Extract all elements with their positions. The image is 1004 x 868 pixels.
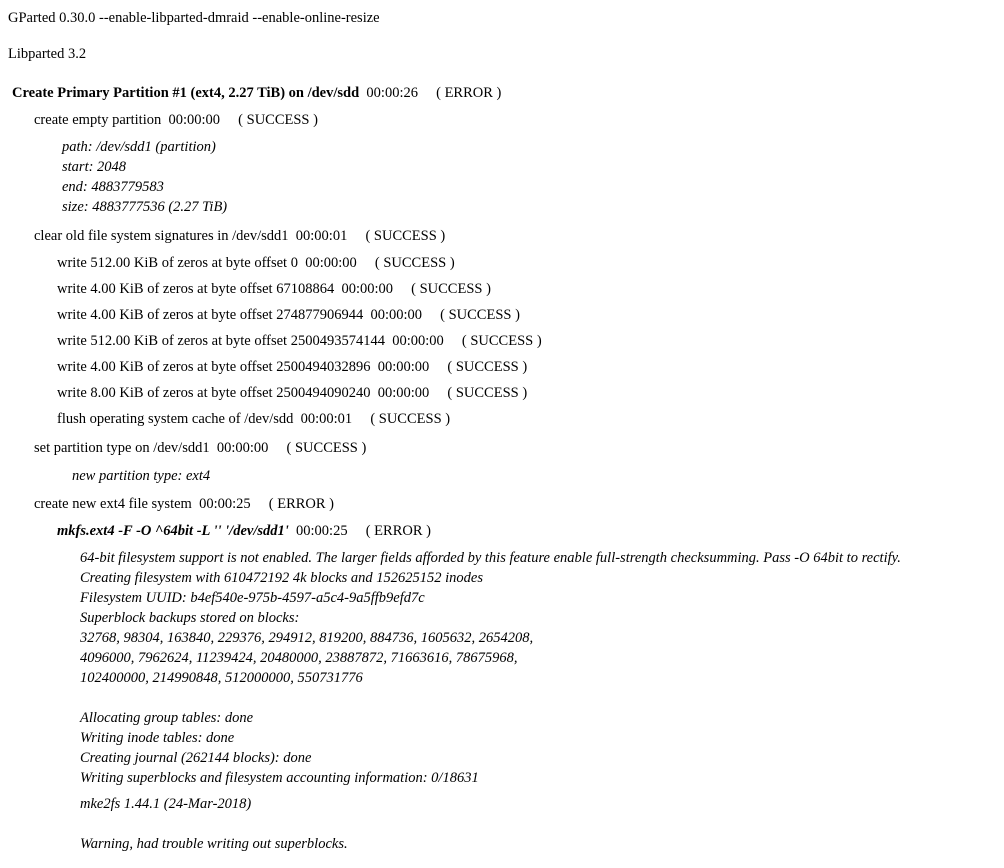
step-time: 00:00:25 bbox=[199, 496, 251, 512]
write-step bbox=[57, 357, 527, 377]
output-line: Superblock backups stored on blocks: bbox=[80, 610, 300, 626]
write-step bbox=[57, 253, 455, 273]
output-line: Writing superblocks and filesystem accounting information: 0/18631 bbox=[80, 770, 479, 786]
step-create-empty-partition bbox=[34, 110, 318, 130]
step-time: 00:00:01 bbox=[300, 411, 353, 427]
mkfs-command-line bbox=[57, 521, 431, 541]
partition-info-start: start: 2048 bbox=[62, 159, 127, 175]
operation-time: 00:00:26 bbox=[366, 85, 418, 101]
step-label: write 4.00 KiB of zeros at byte offset 274877906944 bbox=[57, 307, 364, 323]
libparted-version: Libparted 3.2 bbox=[8, 46, 87, 62]
step-time: 00:00:00 bbox=[216, 440, 269, 456]
step-status: ( SUCCESS ) bbox=[286, 440, 367, 456]
write-step bbox=[57, 383, 527, 403]
step-label: clear old file system signatures in /dev/sdd1 bbox=[34, 228, 289, 244]
step-status: ( SUCCESS ) bbox=[238, 112, 318, 128]
step-status: ( SUCCESS ) bbox=[461, 333, 542, 349]
step-label: create empty partition bbox=[34, 112, 162, 128]
step-time: 00:00:00 bbox=[168, 112, 221, 128]
operation-status: ( ERROR ) bbox=[436, 85, 502, 101]
output-line: Writing inode tables: done bbox=[80, 730, 235, 746]
step-time: 00:00:00 bbox=[370, 307, 423, 323]
mkfs-command: mkfs.ext4 -F -O ^64bit -L '' '/dev/sdd1' bbox=[57, 523, 289, 539]
output-line: Creating filesystem with 610472192 4k blocks and 152625152 inodes bbox=[80, 570, 484, 586]
output-line: Creating journal (262144 blocks): done bbox=[80, 750, 312, 766]
step-time: 00:00:00 bbox=[305, 255, 357, 271]
step-status: ( SUCCESS ) bbox=[440, 307, 520, 323]
write-step bbox=[57, 305, 520, 325]
operation-header bbox=[12, 83, 501, 103]
step-label: write 8.00 KiB of zeros at byte offset 2500494090240 bbox=[57, 385, 371, 401]
mke2fs-version: mke2fs 1.44.1 (24-Mar-2018) bbox=[80, 796, 252, 812]
step-status: ( SUCCESS ) bbox=[374, 255, 455, 271]
step-time: 00:00:00 bbox=[377, 359, 430, 375]
output-line: 32768, 98304, 163840, 229376, 294912, 819200, 884736, 1605632, 2654208, bbox=[80, 630, 534, 646]
output-line: 4096000, 7962624, 11239424, 20480000, 23887872, 71663616, 78675968, bbox=[80, 650, 518, 666]
step-time: 00:00:01 bbox=[295, 228, 348, 244]
partition-info-path: path: /dev/sdd1 (partition) bbox=[62, 139, 216, 155]
step-status: ( SUCCESS ) bbox=[370, 411, 451, 427]
output-line: Allocating group tables: done bbox=[80, 710, 254, 726]
step-label: create new ext4 file system bbox=[34, 496, 192, 512]
warning-message: Warning, had trouble writing out superblocks. bbox=[80, 836, 348, 852]
step-label: write 4.00 KiB of zeros at byte offset 2500494032896 bbox=[57, 359, 371, 375]
output-line: 102400000, 214990848, 512000000, 550731776 bbox=[80, 670, 363, 686]
step-status: ( SUCCESS ) bbox=[365, 228, 446, 244]
step-label: write 512.00 KiB of zeros at byte offset 2500493574144 bbox=[57, 333, 385, 349]
step-label: write 4.00 KiB of zeros at byte offset 67108864 bbox=[57, 281, 335, 297]
step-status: ( SUCCESS ) bbox=[447, 359, 528, 375]
flush-step bbox=[57, 409, 450, 429]
operation-title: Create Primary Partition #1 (ext4, 2.27 TiB) on /dev/sdd bbox=[12, 85, 360, 101]
output-line: 64-bit filesystem support is not enabled. The larger fields afforded by this feature enable full-strength checksumming. Pass -O 64bit to rectify. bbox=[80, 550, 901, 566]
partition-info-end: end: 4883779583 bbox=[62, 179, 164, 195]
new-partition-type: new partition type: ext4 bbox=[72, 468, 211, 484]
step-status: ( SUCCESS ) bbox=[447, 385, 528, 401]
step-label: write 512.00 KiB of zeros at byte offset 0 bbox=[57, 255, 298, 271]
step-time: 00:00:00 bbox=[341, 281, 394, 297]
step-time: 00:00:00 bbox=[392, 333, 444, 349]
partition-info-size: size: 4883777536 (2.27 TiB) bbox=[62, 199, 228, 215]
step-status: ( SUCCESS ) bbox=[411, 281, 491, 297]
step-create-filesystem bbox=[34, 494, 334, 514]
output-line: Filesystem UUID: b4ef540e-975b-4597-a5c4-9a5ffb9efd7c bbox=[80, 590, 425, 606]
step-clear-signatures bbox=[34, 226, 445, 246]
step-set-partition-type bbox=[34, 438, 366, 458]
write-step bbox=[57, 279, 491, 299]
step-label: set partition type on /dev/sdd1 bbox=[34, 440, 210, 456]
step-status: ( ERROR ) bbox=[268, 496, 335, 512]
step-label: flush operating system cache of /dev/sdd bbox=[57, 411, 294, 427]
gparted-version: GParted 0.30.0 --enable-libparted-dmraid --enable-online-resize bbox=[8, 10, 380, 26]
step-time: 00:00:25 bbox=[296, 523, 348, 539]
step-time: 00:00:00 bbox=[377, 385, 430, 401]
step-status: ( ERROR ) bbox=[365, 523, 431, 539]
write-step bbox=[57, 331, 542, 351]
